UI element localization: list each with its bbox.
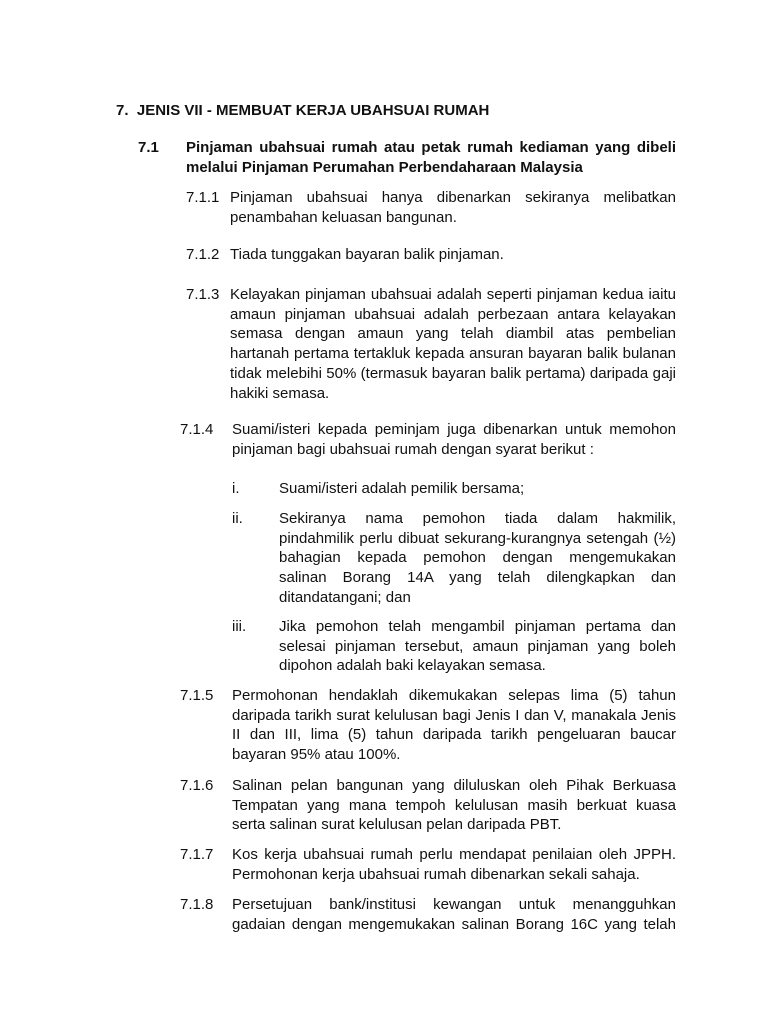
item-number: 7.1.5 <box>180 687 214 704</box>
section-heading <box>116 101 676 121</box>
subsection-number: 7.1 <box>138 139 159 156</box>
item-text: Suami/isteri kepada peminjam juga dibenarkan untuk memohon pinjaman bagi ubahsuai rumah dengan syarat berikut : <box>232 421 676 458</box>
item-number: 7.1.4 <box>180 421 214 438</box>
item-number: 7.1.8 <box>180 896 214 913</box>
condition-text: Suami/isteri adalah pemilik bersama; <box>279 480 525 497</box>
condition-text: Jika pemohon telah mengambil pinjaman pertama dan selesai pinjaman tersebut, amaun pinjaman yang boleh dipohon adalah baki kelayakan semasa. <box>279 618 676 675</box>
condition-text: Sekiranya nama pemohon tiada dalam hakmilik, pindahmilik perlu dibuat sekurang-kurangnya setengah (½) bahagian kepada pemohon dengan mengemukakan salinan Borang 14A yang telah dilengkapkan dan ditandatangani; dan <box>279 510 676 606</box>
item-text: Kelayakan pinjaman ubahsuai adalah seperti pinjaman kedua iaitu amaun pinjaman ubahsuai adalah perbezaan antara kelayakan semasa dengan amaun yang telah diambil atas pembelian hartanah pertama tertakluk kepada ansuran bayaran balik bulanan tidak melebihi 50% (termasuk bayaran balik pertama) daripada gaji hakiki semasa. <box>230 286 676 402</box>
item-number: 7.1.2 <box>186 246 220 263</box>
item-number: 7.1.1 <box>186 189 220 206</box>
section-title: JENIS VII - MEMBUAT KERJA UBAHSUAI RUMAH <box>136 102 490 119</box>
item-number: 7.1.6 <box>180 777 214 794</box>
item-text: Persetujuan bank/institusi kewangan untuk menangguhkan gadaian dengan mengemukakan salinan Borang 16C yang telah <box>232 896 676 933</box>
subsection-title: Pinjaman ubahsuai rumah atau petak rumah kediaman yang dibeli melalui Pinjaman Perumahan Perbendaharaan Malaysia <box>186 139 676 176</box>
item-number: 7.1.3 <box>186 286 220 303</box>
condition-number: ii. <box>232 510 243 527</box>
item-text: Tiada tunggakan bayaran balik pinjaman. <box>230 246 504 263</box>
item-number: 7.1.7 <box>180 846 214 863</box>
item-text: Pinjaman ubahsuai hanya dibenarkan sekiranya melibatkan penambahan keluasan bangunan. <box>230 189 676 226</box>
item-text: Salinan pelan bangunan yang diluluskan oleh Pihak Berkuasa Tempatan yang mana tempoh kelulusan masih berkuat kuasa serta salinan surat kelulusan pelan daripada PBT. <box>232 777 676 834</box>
item-text: Permohonan hendaklah dikemukakan selepas lima (5) tahun daripada tarikh surat kelulusan bagi Jenis I dan V, manakala Jenis II dan III, lima (5) tahun daripada tarikh pengeluaran baucar bayaran 95% atau 100%. <box>232 687 676 764</box>
item-text: Kos kerja ubahsuai rumah perlu mendapat penilaian oleh JPPH. Permohonan kerja ubahsuai rumah dibenarkan sekali sahaja. <box>232 846 676 883</box>
condition-number: i. <box>232 480 240 497</box>
condition-number: iii. <box>232 618 247 635</box>
section-number: 7. <box>116 102 129 119</box>
